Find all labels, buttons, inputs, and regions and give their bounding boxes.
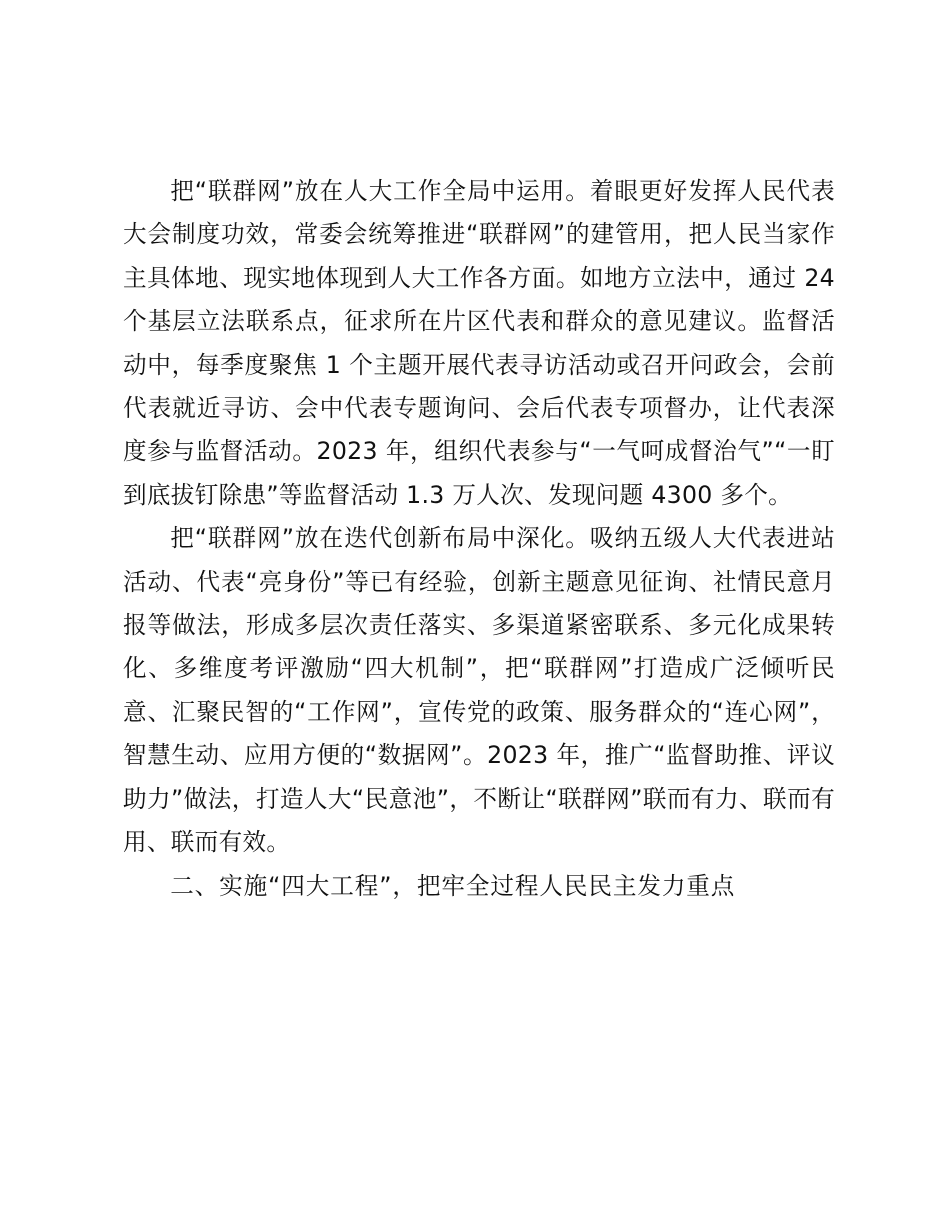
paragraph-iterative-innovation: 把“联群网”放在迭代创新布局中深化。吸纳五级人大代表进站活动、代表“亮身份”等已有经验，创新主题意见征询、社情民意月报等做法，形成多层次责任落实、多渠道紧密联系、多元化成果转化、多维度考评激励“四大机制”，把“联群网”打造成广泛倾听民意、汇聚民智的“工作网”，宣传党的政策、服务群众的“连心网”，智慧生动、应用方便的“数据网”。2023 年，推广“监督助推、评议助力”做法，打造人大“民意池”，不断让“联群网”联而有力、联而有用、联而有效。 bbox=[123, 524, 835, 857]
section-heading: 二、实施“四大工程”，把牢全过程人民民主发力重点 bbox=[170, 871, 736, 900]
document-body bbox=[123, 170, 835, 908]
paragraph-work-overall: 把“联群网”放在人大工作全局中运用。着眼更好发挥人民代表大会制度功效，常委会统筹推进“联群网”的建管用，把人民当家作主具体地、现实地体现到人大工作各方面。如地方立法中，通过 24 个基层立法联系点，征求所在片区代表和群众的意见建议。监督活动中，每季度聚焦 1 个主题开展代表寻访活动或召开问政会，会前代表就近寻访、会中代表专题询问、会后代表专项督办，让代表深度参与监督活动。2023 年，组织代表参与“一气呵成督治气”“一盯到底拔钉除患”等监督活动 1.3 万人次、发现问题 4300 多个。 bbox=[123, 177, 835, 509]
